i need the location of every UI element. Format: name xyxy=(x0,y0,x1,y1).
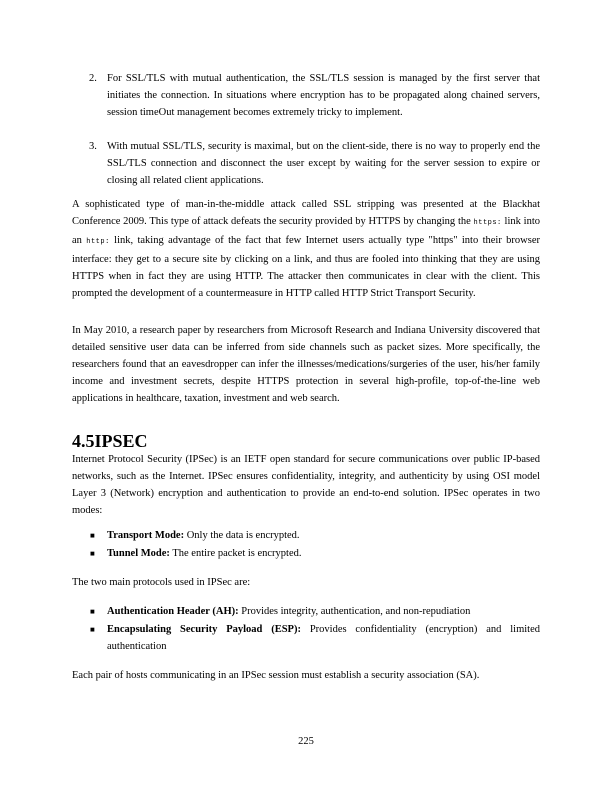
paragraph-text: link, taking advantage of the fact that few Internet users actually type "https" into their browser interface: they get to a secure site by clicking on a link, and thus are fooled into thinking that they are using HTTPS when in fact they are using HTTP. The attacker then communicates in clear with the client. This prompted the development of a countermeasure in HTTP called HTTP Strict Transport Security. xyxy=(72,235,540,299)
code-https: https: xyxy=(473,219,502,227)
bullet-item xyxy=(90,527,540,544)
bullet-desc: Provides integrity, authentication, and non-repudiation xyxy=(238,606,471,617)
paragraph-security-association: Each pair of hosts communicating in an IPSec session must establish a security association (SA). xyxy=(72,670,480,681)
bullet-icon: ■ xyxy=(90,607,95,616)
bullet-icon: ■ xyxy=(90,549,95,558)
list-item xyxy=(89,70,540,121)
bullet-icon: ■ xyxy=(90,531,95,540)
list-item-text: With mutual SSL/TLS, security is maximal, but on the client-side, there is no way to properly end the SSL/TLS connection and disconnect the user except by waiting for the server session to expire or closing all related client applications. xyxy=(107,141,540,186)
paragraph-ipsec: Internet Protocol Security (IPSec) is an IETF open standard for secure communications over public IP-based networks, such as the Internet. IPSec ensures confidentiality, integrity, and authenticity by using OSI model Layer 3 (Network) encryption and authentication to provide an end-to-end solution. IPSec operates in two modes: xyxy=(72,454,540,516)
page-number: 225 xyxy=(298,736,314,747)
list-item-text: For SSL/TLS with mutual authentication, the SSL/TLS session is managed by the first server that initiates the connection. In situations where encryption has to be propagated along chained servers, session timeOut management becomes extremely tricky to implement. xyxy=(107,73,540,118)
bullet-item xyxy=(90,621,540,655)
bullet-term: Tunnel Mode: xyxy=(107,548,170,559)
bullet-icon: ■ xyxy=(90,625,95,634)
bullet-desc: Provides confidentiality (encryption) and limited authentication xyxy=(107,624,540,652)
paragraph-ssl-stripping xyxy=(72,196,540,302)
bullet-item xyxy=(90,603,540,620)
paragraph-research: In May 2010, a research paper by researchers from Microsoft Research and Indiana University discovered that detailed sensitive user data can be inferred from side channels such as packet sizes. More specifically, the researchers found that an eavesdropper can infer the illnesses/medications/surgeries of the user, his/her family income and investment secrets, despite HTTPS protection in several high-profile, top-of-the-line web applications in healthcare, taxation, investment and web search. xyxy=(72,325,540,404)
bullet-desc: Only the data is encrypted. xyxy=(184,530,300,541)
code-http: http: xyxy=(86,238,110,246)
bullet-term: Encapsulating Security Payload (ESP): xyxy=(107,624,301,635)
bullet-desc: The entire packet is encrypted. xyxy=(169,548,302,559)
list-number: 2. xyxy=(89,73,97,84)
bullet-term: Authentication Header (AH): xyxy=(107,606,239,617)
bullet-term: Transport Mode: xyxy=(107,530,185,541)
paragraph-protocols: The two main protocols used in IPSec are: xyxy=(72,577,251,588)
paragraph-text: A sophisticated type of man-in-the-middle attack called SSL stripping was presented at the Blackhat Conference 2009. This type of attack defeats the security provided by HTTPS by changing the xyxy=(72,199,540,227)
bullet-item xyxy=(90,545,540,562)
section-heading: 4.5IPSEC xyxy=(72,431,148,451)
list-number: 3. xyxy=(89,141,97,152)
paragraph-text: link into an xyxy=(72,216,540,246)
list-item xyxy=(89,138,540,189)
